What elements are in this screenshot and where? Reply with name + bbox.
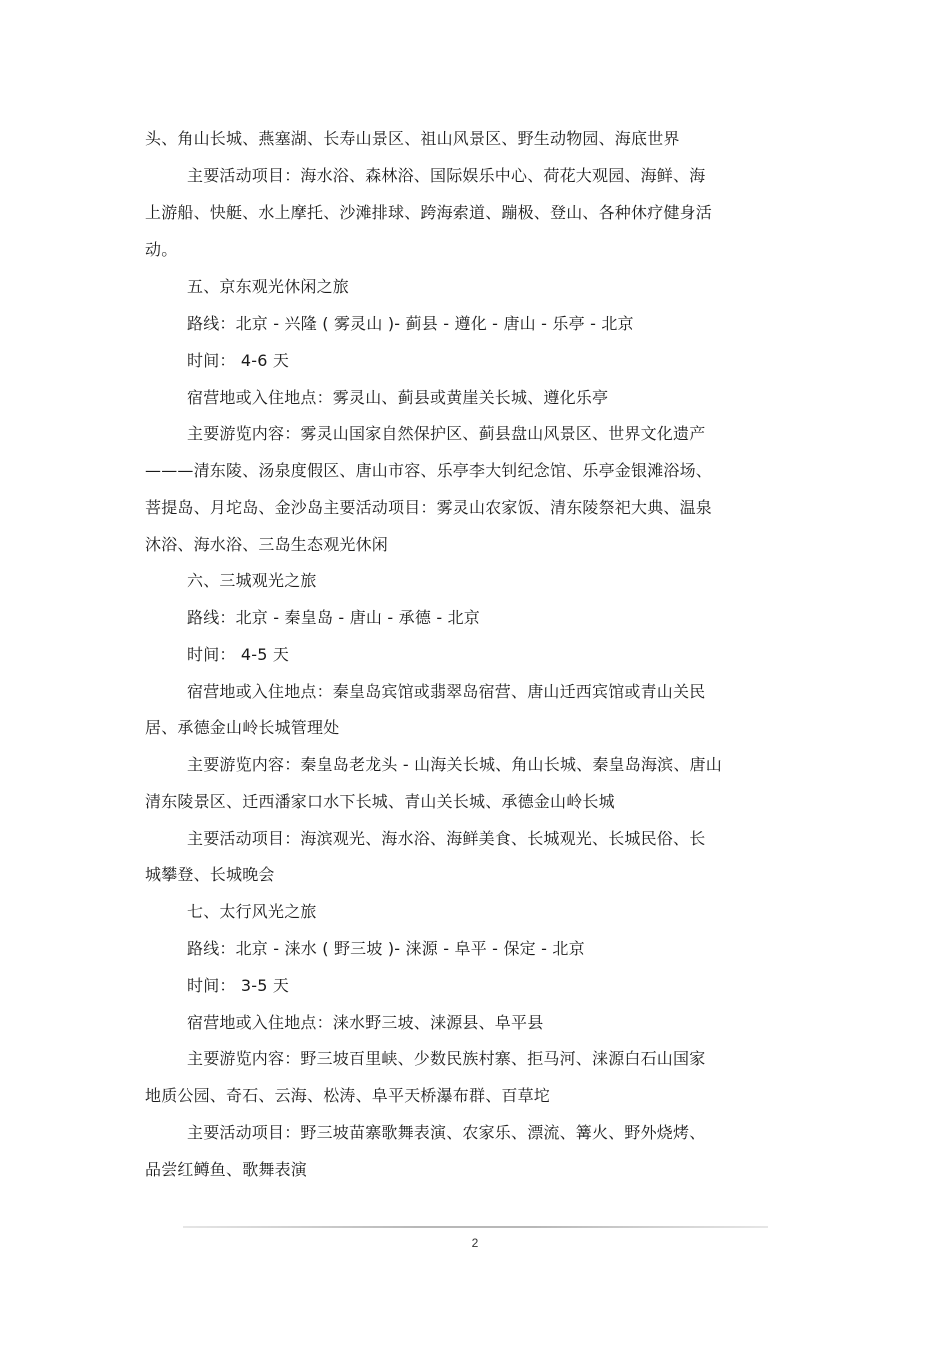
text-line: 地质公园、奇石、云海、松涛、阜平天桥瀑布群、百草坨	[145, 1086, 551, 1105]
text-line: 宿营地或入住地点：涞水野三坡、涞源县、阜平县	[187, 1013, 544, 1032]
text-line: 时间： 4-5 天	[187, 645, 290, 664]
text-line: 居、承德金山岭长城管理处	[145, 718, 340, 737]
section-heading: 六、三城观光之旅	[187, 571, 317, 590]
text-line: 主要活动项目：野三坡苗寨歌舞表演、农家乐、漂流、篝火、野外烧烤、	[187, 1123, 706, 1142]
text-line: 菩提岛、月坨岛、金沙岛主要活动项目：雾灵山农家饭、清东陵祭祀大典、温泉	[145, 498, 713, 517]
text-line: 宿营地或入住地点：雾灵山、蓟县或黄崖关长城、遵化乐亭	[187, 388, 609, 407]
text-line: 主要游览内容：秦皇岛老龙头 - 山海关长城、角山长城、秦皇岛海滨、唐山	[187, 755, 722, 774]
text-line: 沐浴、海水浴、三岛生态观光休闲	[145, 535, 389, 554]
text-line: 城攀登、长城晚会	[145, 865, 275, 884]
text-line: 主要活动项目：海水浴、森林浴、国际娱乐中心、荷花大观园、海鲜、海	[187, 166, 706, 185]
text-line: 路线：北京 - 秦皇岛 - 唐山 - 承德 - 北京	[187, 608, 480, 627]
text-line: 主要活动项目：海滨观光、海水浴、海鲜美食、长城观光、长城民俗、长	[187, 829, 706, 848]
text-line: 时间： 4-6 天	[187, 351, 290, 370]
text-line: 主要游览内容：野三坡百里峡、少数民族村寨、拒马河、涞源白石山国家	[187, 1049, 706, 1068]
text-line: 头、角山长城、燕塞湖、长寿山景区、祖山风景区、野生动物园、海底世界	[145, 129, 680, 148]
section-heading: 五、京东观光休闲之旅	[187, 277, 350, 296]
text-line: 主要游览内容：雾灵山国家自然保护区、蓟县盘山风景区、世界文化遗产	[187, 424, 706, 443]
text-line: 路线：北京 - 兴隆 ( 雾灵山 )- 蓟县 - 遵化 - 唐山 - 乐亭 - 北京	[187, 314, 634, 333]
page-number: 2	[471, 1236, 479, 1250]
text-line: 品尝红鳟鱼、歌舞表演	[145, 1160, 308, 1179]
text-line: 路线：北京 - 涞水 ( 野三坡 )- 涞源 - 阜平 - 保定 - 北京	[187, 939, 585, 958]
text-line: ———清东陵、汤泉度假区、唐山市容、乐亭李大钊纪念馆、乐亭金银滩浴场、	[145, 461, 713, 480]
text-line: 时间： 3-5 天	[187, 976, 290, 995]
footer-divider	[183, 1226, 768, 1228]
text-line: 清东陵景区、迁西潘家口水下长城、青山关长城、承德金山岭长城	[145, 792, 615, 811]
text-line: 动。	[145, 240, 178, 259]
text-line: 上游船、快艇、水上摩托、沙滩排球、跨海索道、蹦极、登山、各种休疗健身活	[145, 203, 713, 222]
section-heading: 七、太行风光之旅	[187, 902, 317, 921]
text-line: 宿营地或入住地点：秦皇岛宾馆或翡翠岛宿营、唐山迁西宾馆或青山关民	[187, 682, 706, 701]
